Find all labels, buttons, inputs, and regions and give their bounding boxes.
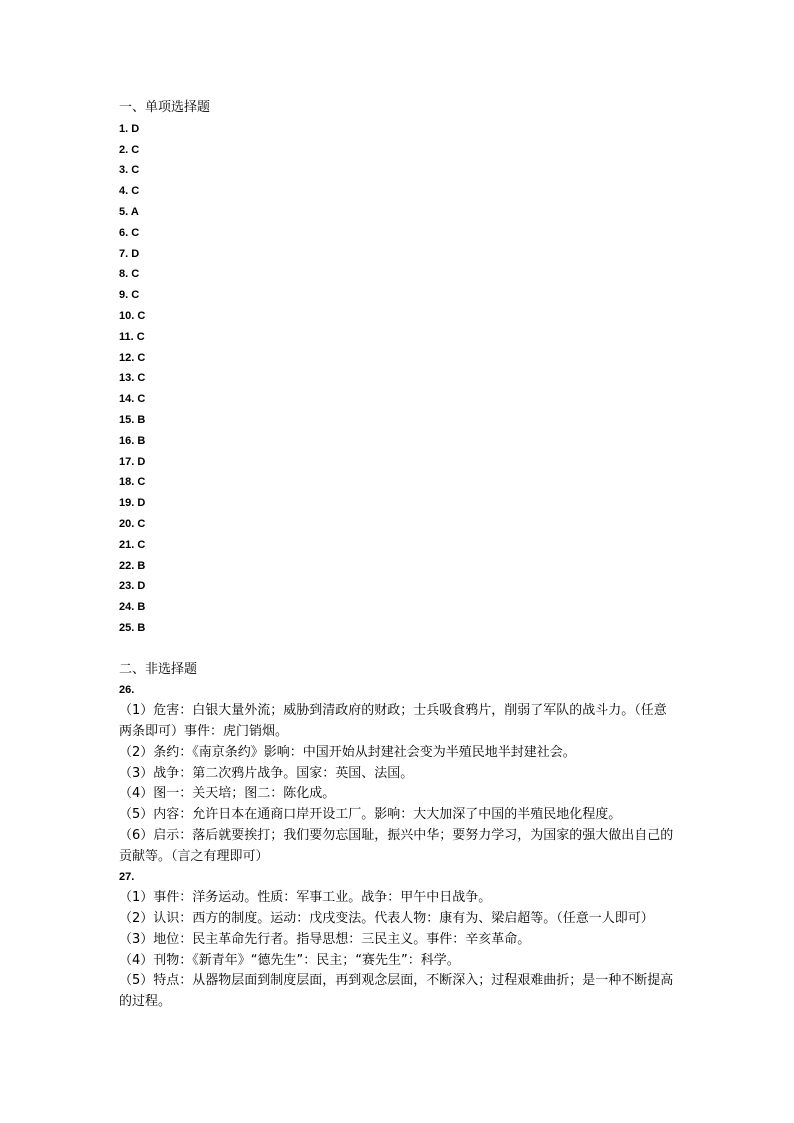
answer-item: 3. C bbox=[119, 164, 140, 177]
answer-item: 7. D bbox=[119, 247, 140, 260]
answer-item: 21. C bbox=[119, 538, 146, 551]
answer-paragraph: （2）条约：《南京条约》影响：中国开始从封建社会变为半殖民地半封建社会。 bbox=[119, 744, 576, 760]
answer-item: 24. B bbox=[119, 601, 146, 614]
answer-document bbox=[119, 98, 679, 1013]
answer-item: 23. D bbox=[119, 580, 146, 593]
question-27-number: 27. bbox=[119, 871, 135, 884]
answer-item: 9. C bbox=[119, 289, 140, 302]
answer-paragraph: （3）战争：第二次鸦片战争。国家：英国、法国。 bbox=[119, 765, 414, 781]
answer-item: 12. C bbox=[119, 351, 146, 364]
answer-item: 14. C bbox=[119, 393, 146, 406]
question-26-number: 26. bbox=[119, 684, 135, 697]
answer-item: 18. C bbox=[119, 476, 146, 489]
answer-item: 13. C bbox=[119, 372, 146, 385]
answer-paragraph: （2）认识：西方的制度。运动：戊戌变法。代表人物：康有为、梁启超等。（任意一人即可） bbox=[119, 911, 654, 927]
question-27-answers bbox=[119, 888, 679, 1013]
answer-list bbox=[119, 119, 679, 639]
answer-item: 15. B bbox=[119, 413, 146, 426]
question-26-answers bbox=[119, 701, 679, 867]
answer-paragraph: （3）地位：民主革命先行者。指导思想：三民主义。事件：辛亥革命。 bbox=[119, 931, 531, 947]
answer-paragraph: （1）事件：洋务运动。性质：军事工业。战争：甲午中日战争。 bbox=[119, 890, 492, 906]
section1-title: 一、单项选择题 bbox=[119, 100, 211, 115]
answer-item: 4. C bbox=[119, 185, 140, 198]
answer-item: 19. D bbox=[119, 497, 146, 510]
answer-item: 8. C bbox=[119, 268, 140, 281]
answer-item: 20. C bbox=[119, 517, 146, 530]
answer-item: 10. C bbox=[119, 309, 146, 322]
answer-item: 25. B bbox=[119, 621, 146, 634]
answer-paragraph: （4）刊物：《新青年》“德先生”：民主；“赛先生”：科学。 bbox=[119, 952, 460, 968]
answer-paragraph: （1）危害：白银大量外流；威胁到清政府的财政；士兵吸食鸦片，削弱了军队的战斗力。（任意两条即可）事件：虎门销烟。 bbox=[119, 703, 667, 739]
answer-item: 22. B bbox=[119, 559, 146, 572]
answer-item: 5. A bbox=[119, 205, 139, 218]
answer-item: 16. B bbox=[119, 434, 146, 447]
answer-paragraph: （6）启示：落后就要挨打；我们要勿忘国耻，振兴中华；要努力学习，为国家的强大做出自己的贡献等。（言之有理即可） bbox=[119, 827, 674, 864]
answer-paragraph: （5）内容：允许日本在通商口岸开设工厂。影响：大大加深了中国的半殖民地化程度。 bbox=[119, 807, 622, 823]
answer-item: 2. C bbox=[119, 143, 140, 156]
answer-paragraph: （5）特点：从器物层面到制度层面，再到观念层面，不断深入；过程艰难曲折；是一种不断提高的过程。 bbox=[119, 973, 674, 1010]
answer-item: 11. C bbox=[119, 330, 145, 343]
section-gap bbox=[119, 639, 679, 660]
answer-item: 17. D bbox=[119, 455, 146, 468]
answer-item: 1. D bbox=[119, 122, 140, 135]
answer-item: 6. C bbox=[119, 226, 140, 239]
section2-title: 二、非选择题 bbox=[119, 661, 198, 677]
answer-paragraph: （4）图一：关天培；图二：陈化成。 bbox=[119, 786, 336, 802]
